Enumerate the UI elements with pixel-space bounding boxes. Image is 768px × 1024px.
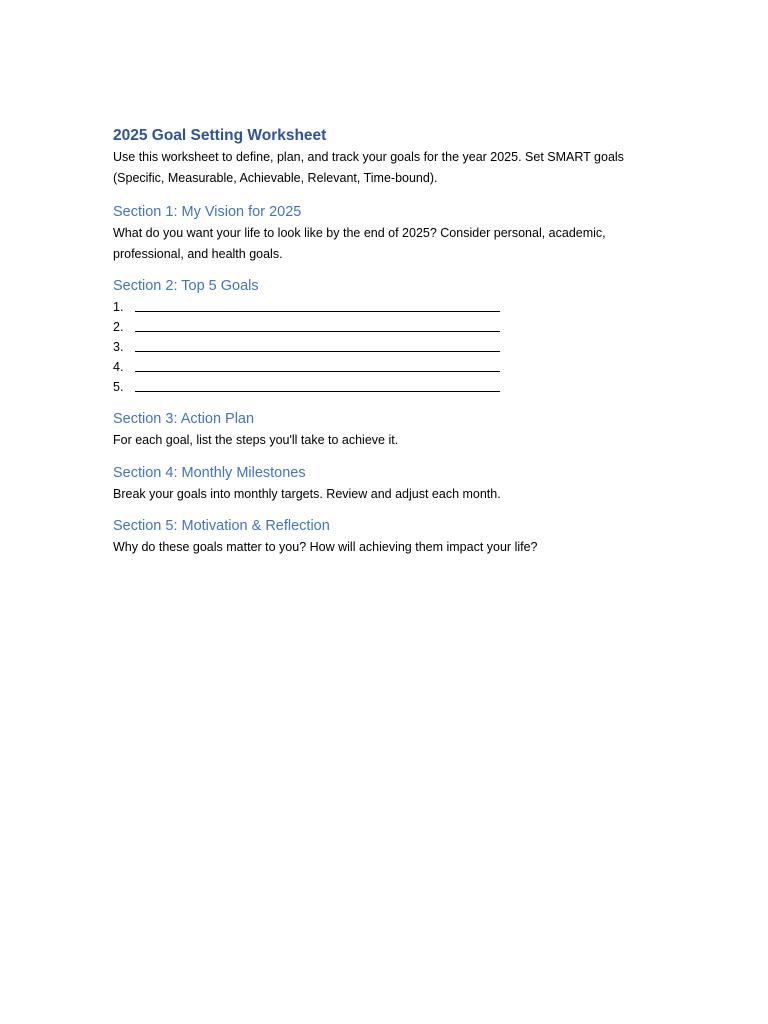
goal-number: 1. [113,300,124,314]
intro-text: Use this worksheet to define, plan, and track your goals for the year 2025. Set SMART goals (Specific, Measurable, Achievable, Relevant, Time-bound). [113,150,624,185]
goal-number: 2. [113,320,124,334]
goal-blank-line[interactable] [135,319,500,332]
goal-blank-line[interactable] [135,339,500,352]
section-text-action-plan: For each goal, list the steps you'll take to achieve it. [113,433,399,447]
section-heading-action-plan: Section 3: Action Plan [113,411,255,427]
goal-item [113,377,643,397]
goal-number: 3. [113,340,124,354]
section-monthly-milestones [113,462,643,505]
section-heading-motivation: Section 5: Motivation & Reflection [113,518,330,534]
section-text-monthly-milestones: Break your goals into monthly targets. Review and adjust each month. [113,486,501,501]
goal-blank-line[interactable] [135,379,500,392]
worksheet-page [113,125,643,569]
intro-block [113,125,643,188]
section-text-vision: What do you want your life to look like by the end of 2025? Consider personal, academic, professional, and health goals. [113,226,606,261]
section-heading-monthly-milestones: Section 4: Monthly Milestones [113,464,306,481]
goal-blank-line[interactable] [135,299,500,312]
goal-item [113,337,643,357]
section-vision [113,201,643,264]
section-heading-vision: Section 1: My Vision for 2025 [113,204,302,220]
section-text-motivation: Why do these goals matter to you? How will achieving them impact your life? [113,540,538,554]
goal-number: 4. [113,360,124,374]
goal-blank-line[interactable] [135,359,500,372]
goal-item [113,297,643,317]
goal-item [113,317,643,337]
goal-list [113,297,643,397]
goal-number: 5. [113,380,124,394]
section-action-plan [113,408,643,451]
section-top-goals [113,275,643,397]
goal-item [113,357,643,377]
section-motivation [113,515,643,558]
document-title: 2025 Goal Setting Worksheet [113,127,327,144]
section-heading-top-goals: Section 2: Top 5 Goals [113,278,259,294]
